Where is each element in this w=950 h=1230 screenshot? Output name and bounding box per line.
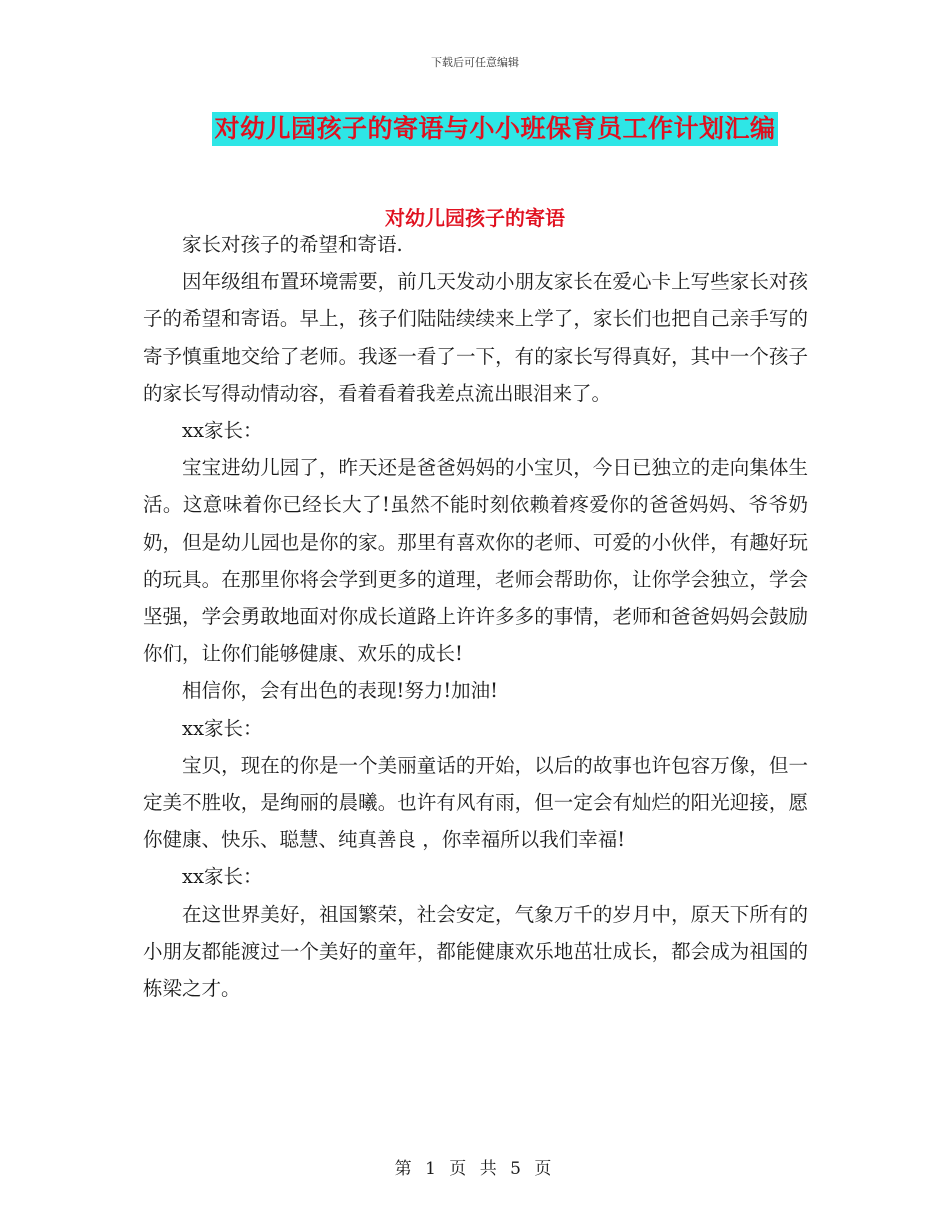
header-note: 下载后可任意编辑 xyxy=(431,56,519,69)
document-body xyxy=(143,226,808,1007)
main-title-container xyxy=(0,112,950,146)
paragraph: 因年级组布置环境需要，前几天发动小朋友家长在爱心卡上写些家长对孩子的希望和寄语。早上，孩子们陆陆续续来上学了，家长们也把自己亲手写的寄予慎重地交给了老师。我逐一看了一下，有的家长写得真好，其中一个孩子的家长写得动情动容，看着看着我差点流出眼泪来了。 xyxy=(143,270,808,405)
paragraph: xx家长： xyxy=(182,716,263,740)
paragraph: xx家长： xyxy=(182,419,263,443)
section-title: 对幼儿园孩子的寄语 xyxy=(385,206,565,230)
paragraph: 相信你，会有出色的表现!努力!加油! xyxy=(182,679,499,703)
paragraph: 宝宝进幼儿园了，昨天还是爸爸妈妈的小宝贝，今日已独立的走向集体生活。这意味着你已经长大了!虽然不能时刻依赖着疼爱你的爸爸妈妈、爷爷奶奶，但是幼儿园也是你的家。那里有喜欢你的老师、可爱的小伙伴，有趣好玩的玩具。在那里你将会学到更多的道理，老师会帮助你，让你学会独立，学会坚强，学会勇敢地面对你成长道路上许许多多的事情，老师和爸爸妈妈会鼓励你们，让你们能够健康、欢乐的成长! xyxy=(143,456,808,666)
paragraph: 宝贝，现在的你是一个美丽童话的开始，以后的故事也许包容万像，但一定美不胜收，是绚丽的晨曦。也许有风有雨，但一定会有灿烂的阳光迎接，愿你健康、快乐、聪慧、纯真善良 ，你幸福所以我们幸福! xyxy=(143,753,808,852)
paragraph: xx家长： xyxy=(182,865,263,889)
page-number: 第 1 页 共 5 页 xyxy=(394,1159,556,1179)
paragraph: 家长对孩子的希望和寄语. xyxy=(182,233,403,256)
paragraph: 在这世界美好，祖国繁荣，社会安定，气象万千的岁月中，原天下所有的小朋友都能渡过一个美好的童年，都能健康欢乐地茁壮成长，都会成为祖国的栋梁之才。 xyxy=(143,902,808,1001)
main-title: 对幼儿园孩子的寄语与小小班保育员工作计划汇编 xyxy=(212,112,777,146)
